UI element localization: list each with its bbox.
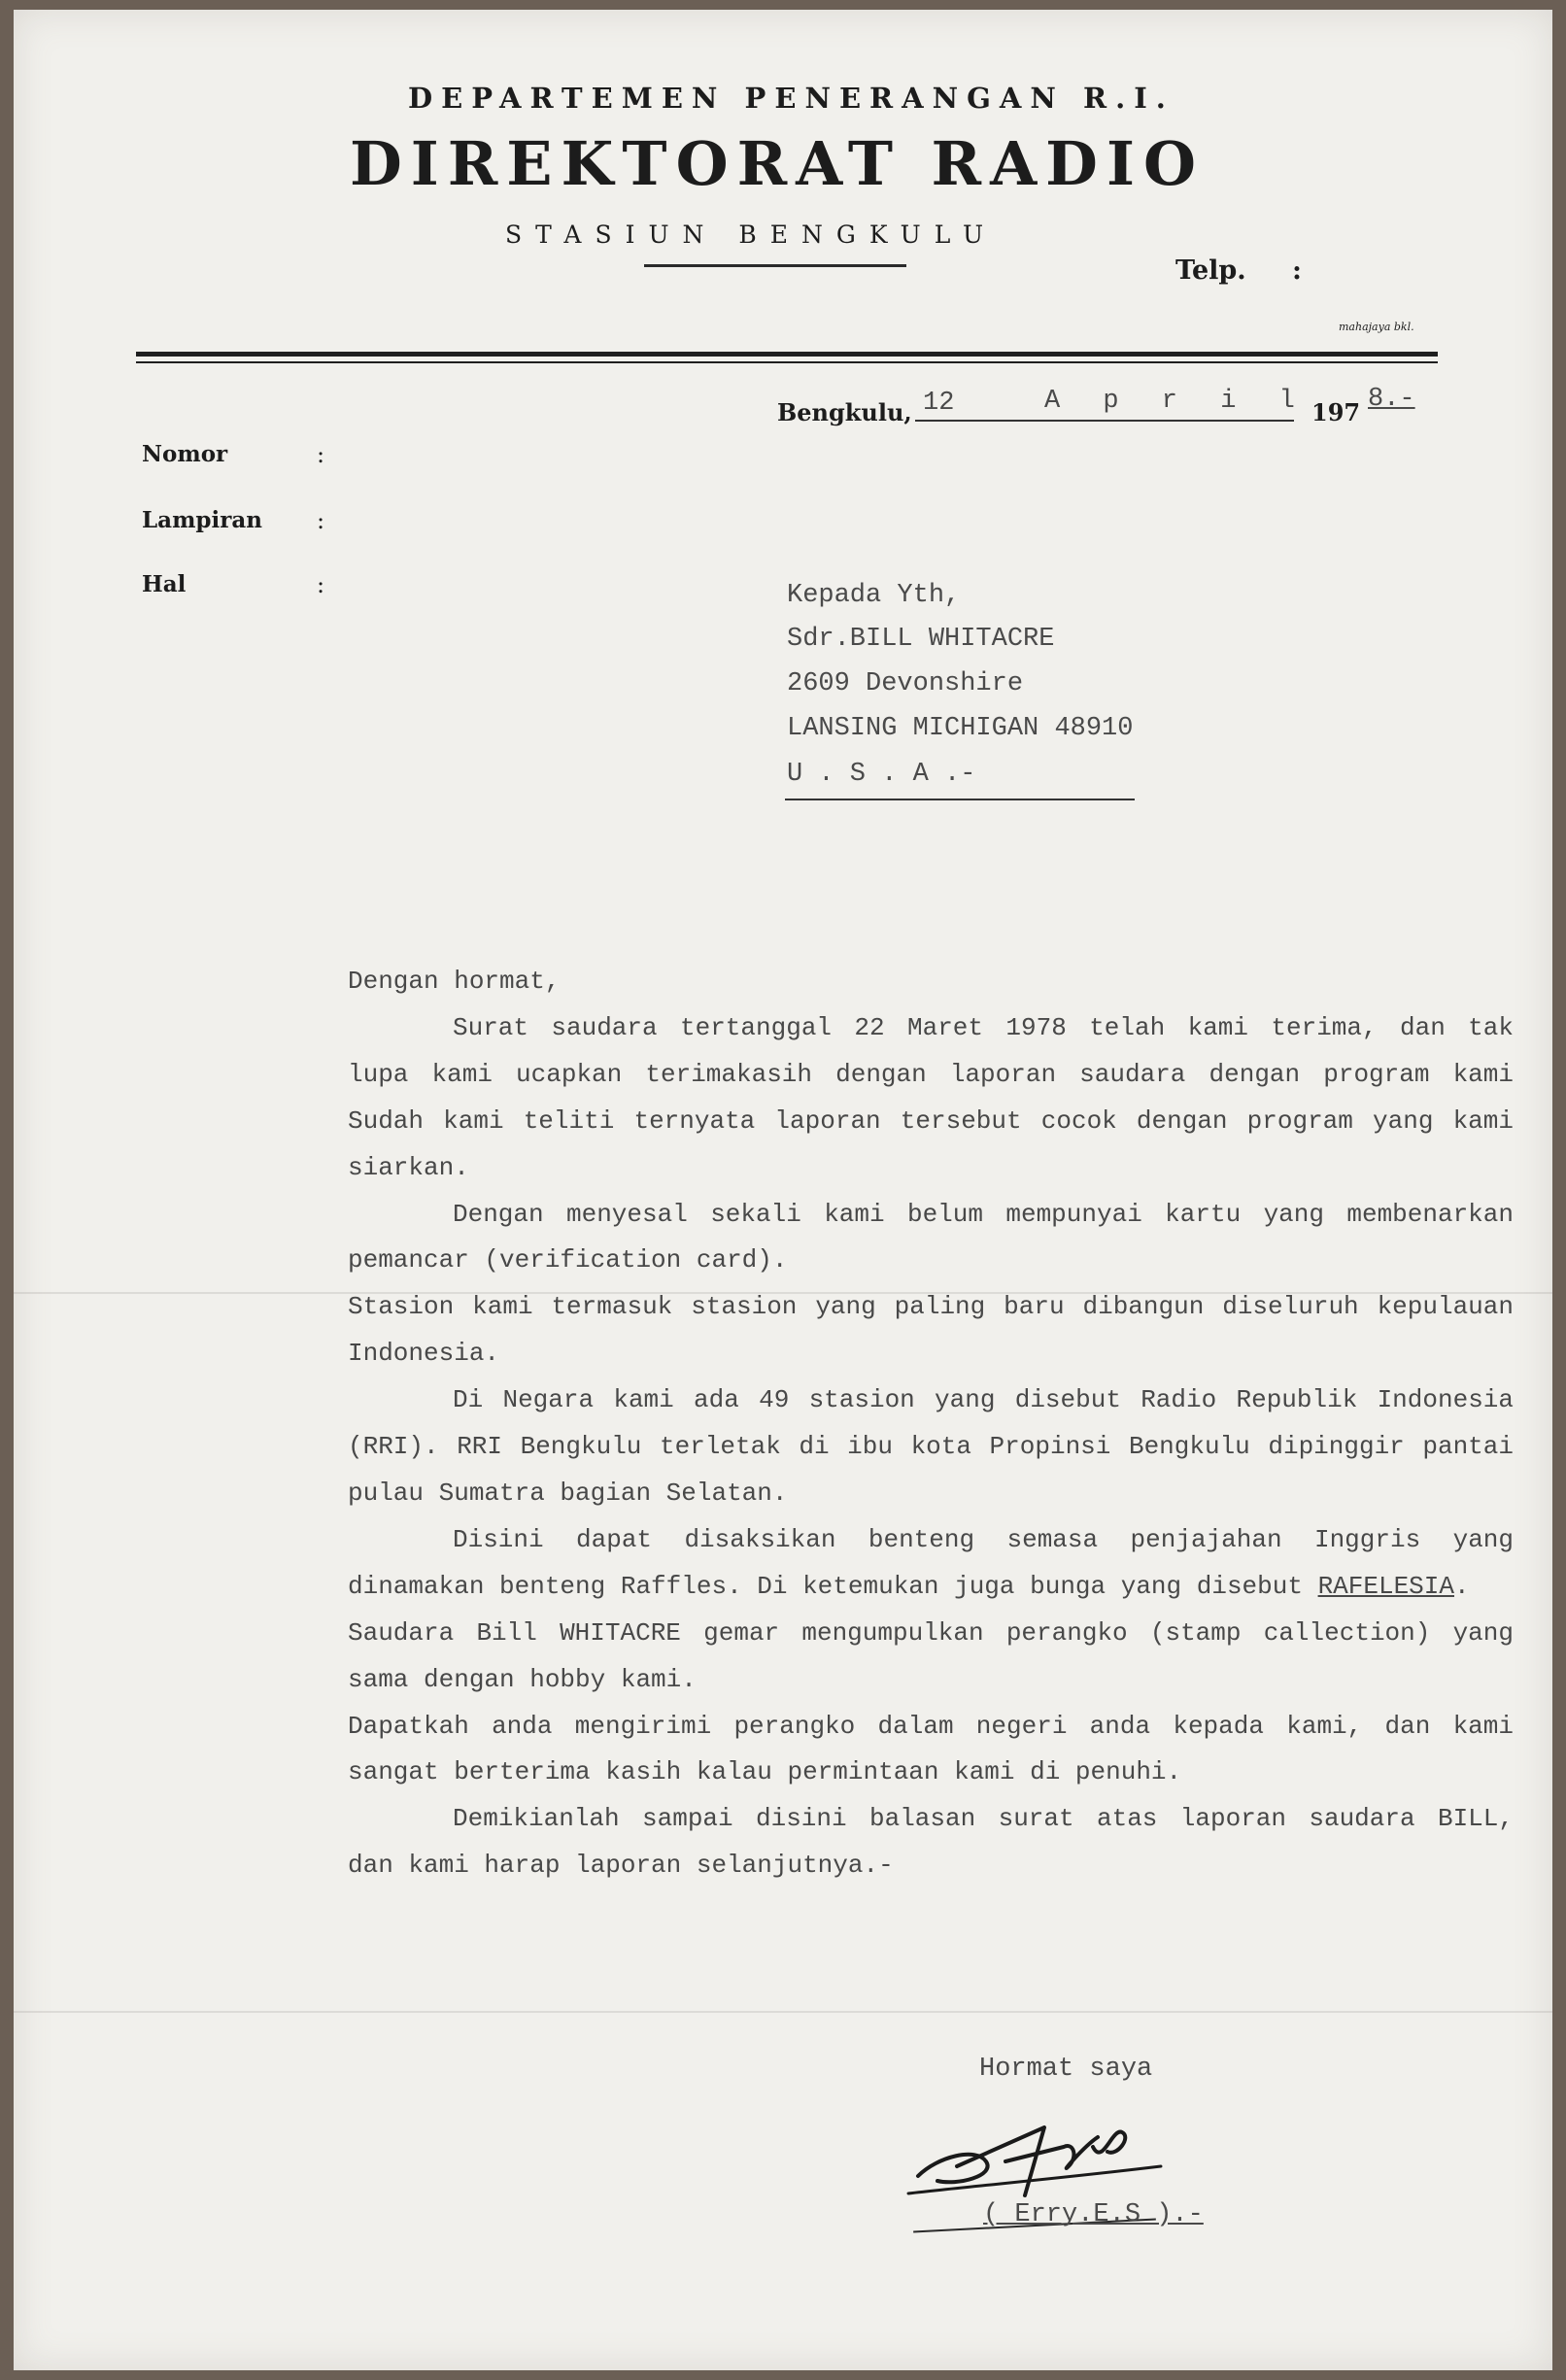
- field-colon: :: [317, 441, 325, 468]
- paragraph: Saudara Bill WHITACRE gemar mengumpulkan perangko (stamp callection) yang sama dengan hobby kami.: [348, 1617, 1514, 1694]
- flower-name: RAFELESIA: [1317, 1571, 1454, 1601]
- paper-fold: [14, 2011, 1552, 2013]
- recipient-country: U . S . A .-: [787, 760, 976, 789]
- paragraph: Dapatkah anda mengirimi perangko dalam negeri anda kepada kami, dan kami sangat berterima kasih kalau permintaan kami di penuhi.: [348, 1711, 1514, 1787]
- field-colon: :: [317, 507, 325, 534]
- date-underline: [915, 420, 1294, 422]
- date-year-prefix: 197: [1311, 398, 1361, 426]
- date-day: 12: [923, 389, 955, 418]
- date-place: Bengkulu,: [777, 398, 912, 426]
- field-label-nomor: Nomor: [142, 441, 228, 467]
- recipient-city: LANSING MICHIGAN 48910: [787, 714, 1134, 743]
- greeting: Dengan hormat,: [348, 967, 561, 996]
- recipient-name: Sdr.BILL WHITACRE: [787, 625, 1055, 654]
- field-label-lampiran: Lampiran: [142, 507, 262, 533]
- date-year-suffix: 8.-: [1368, 385, 1415, 414]
- paragraph: Stasion kami termasuk stasion yang paling baru dibangun diseluruh kepulauan Indonesia.: [348, 1292, 1514, 1369]
- paragraph: Surat saudara tertanggal 22 Maret 1978 telah kami terima, dan tak lupa kami ucapkan terimakasih dengan laporan saudara dengan program kami Sudah kami teliti ternyata laporan tersebut cocok dengan program yang kami siarkan.: [348, 1012, 1514, 1182]
- printer-mark: mahajaya bkl.: [1339, 321, 1414, 333]
- paragraph-text: Disini dapat disaksikan benteng semasa penjajahan Inggris yang dinamakan benteng Raffles. Di ketemukan juga bunga yang disebut: [348, 1524, 1514, 1601]
- address-underline: [785, 799, 1135, 800]
- department-name: DEPARTEMEN PENERANGAN R.I.: [408, 82, 1174, 115]
- station-name: STASIUN BENGKULU: [505, 221, 998, 249]
- telp-colon: :: [1292, 255, 1302, 286]
- letter-body: [348, 959, 1514, 1889]
- letterhead-rule-thin: [136, 361, 1438, 363]
- field-label-hal: Hal: [142, 571, 187, 597]
- paragraph: Dengan menyesal sekali kami belum mempunyai kartu yang membenarkan pemancar (verification card).: [348, 1199, 1514, 1275]
- telp-label: Telp.: [1175, 255, 1246, 286]
- letterhead-rule: [136, 352, 1438, 357]
- signer-name: ( Erry.E.S ).-: [983, 2200, 1204, 2229]
- recipient-street: 2609 Devonshire: [787, 669, 1024, 698]
- directorate-title: DIREKTORAT RADIO: [350, 128, 1205, 199]
- closing-regards: Hormat saya: [979, 2055, 1153, 2084]
- paragraph: [348, 1517, 1514, 1611]
- paragraph-text: .: [1454, 1571, 1470, 1601]
- recipient-salutation: Kepada Yth,: [787, 581, 961, 610]
- field-colon: :: [317, 571, 325, 598]
- paragraph: Di Negara kami ada 49 stasion yang disebut Radio Republik Indonesia (RRI). RRI Bengkulu terletak di ibu kota Propinsi Bengkulu dipinggir pantai pulau Sumatra bagian Selatan.: [348, 1385, 1514, 1508]
- station-underline: [644, 264, 906, 267]
- paragraph: Demikianlah sampai disini balasan surat atas laporan saudara BILL, dan kami harap laporan selanjutnya.-: [348, 1804, 1514, 1881]
- date-month: A p r i l: [1044, 387, 1309, 416]
